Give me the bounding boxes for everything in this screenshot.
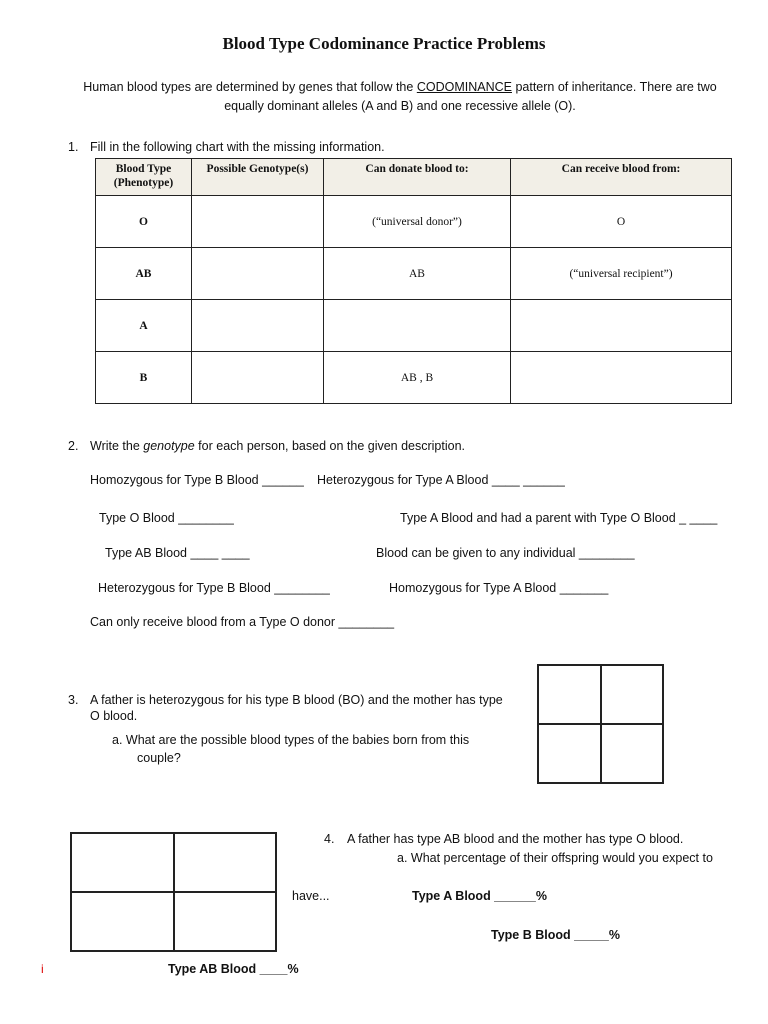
q3-sub-a-line2: couple? [137, 751, 181, 765]
q2-item-type-ab[interactable]: Type AB Blood ____ ____ [105, 546, 250, 560]
page-title: Blood Type Codominance Practice Problems [222, 34, 546, 53]
q2-item-receive-o-only[interactable]: Can only receive blood from a Type O donor ________ [90, 615, 395, 629]
genotype-cell[interactable] [192, 196, 324, 248]
q4-have: have... [292, 889, 330, 903]
punnett-cell[interactable] [538, 665, 601, 724]
margin-mark: i [41, 962, 44, 976]
q2-item-type-a-parent-o[interactable]: Type A Blood and had a parent with Type O Blood _ ____ [400, 511, 718, 525]
receive-cell[interactable]: O [511, 196, 732, 248]
q3-sub-a-line1: a. What are the possible blood types of the babies born from this [112, 733, 470, 747]
q4-sub-a: a. What percentage of their offspring would you expect to [397, 851, 713, 865]
genotype-cell[interactable] [192, 300, 324, 352]
genotype-cell[interactable] [192, 248, 324, 300]
q2-item-universal-donor[interactable]: Blood can be given to any individual ________ [376, 546, 635, 560]
punnett-cell[interactable] [71, 833, 174, 892]
q3-text-line1: A father is heterozygous for his type B blood (BO) and the mother has type [90, 693, 503, 707]
q2-item-homozygous-a[interactable]: Homozygous for Type A Blood _______ [389, 581, 609, 595]
genotype-cell[interactable] [192, 352, 324, 404]
q2-text-before: Write the [90, 439, 144, 453]
receive-cell[interactable] [511, 300, 732, 352]
punnett-cell[interactable] [601, 665, 664, 724]
phenotype-cell: O [96, 196, 192, 248]
table-row [96, 300, 732, 352]
q2-item-type-o[interactable]: Type O Blood ________ [99, 511, 234, 525]
q3-text-line2: O blood. [90, 709, 138, 723]
intro-text-after: pattern of inheritance. There are two equally dominant alleles (A and B) and one recessive allele (O). [224, 80, 717, 113]
q3-punnett-square [537, 664, 664, 784]
punnett-cell[interactable] [71, 892, 174, 951]
intro-paragraph [70, 78, 730, 116]
phenotype-cell: AB [96, 248, 192, 300]
table-row [96, 248, 732, 300]
q1-number: 1. [68, 140, 79, 154]
q2-number: 2. [68, 439, 79, 453]
q4-type-a-blank[interactable]: Type A Blood ______% [412, 889, 547, 903]
q2-item-heterozygous-a[interactable]: Heterozygous for Type A Blood ____ ______ [317, 473, 565, 487]
phenotype-cell: B [96, 352, 192, 404]
punnett-cell[interactable] [538, 724, 601, 783]
donate-cell[interactable]: AB , B [324, 352, 511, 404]
phenotype-cell: A [96, 300, 192, 352]
table-row [96, 352, 732, 404]
donate-cell[interactable] [324, 300, 511, 352]
q2-text [90, 439, 465, 453]
q4-type-ab-blank[interactable]: Type AB Blood ____% [168, 962, 299, 976]
receive-cell[interactable]: (“universal recipient”) [511, 248, 732, 300]
q4-text-line1: A father has type AB blood and the mother has type O blood. [347, 832, 684, 846]
blood-type-chart [95, 158, 732, 404]
receive-cell[interactable] [511, 352, 732, 404]
chart-header-receive: Can receive blood from: [511, 159, 732, 196]
q4-type-b-blank[interactable]: Type B Blood _____% [491, 928, 620, 942]
punnett-cell[interactable] [174, 892, 277, 951]
q4-punnett-square [70, 832, 277, 952]
q2-item-heterozygous-b[interactable]: Heterozygous for Type B Blood ________ [98, 581, 330, 595]
q3-number: 3. [68, 693, 79, 707]
q1-text: Fill in the following chart with the missing information. [90, 140, 385, 154]
chart-header-donate: Can donate blood to: [324, 159, 511, 196]
chart-header-genotype: Possible Genotype(s) [192, 159, 324, 196]
punnett-cell[interactable] [601, 724, 664, 783]
chart-header-phenotype: Blood Type (Phenotype) [96, 159, 192, 196]
intro-underlined-term: CODOMINANCE [416, 80, 512, 94]
chart-header-row [96, 159, 732, 196]
table-row [96, 196, 732, 248]
q2-text-emphasis: genotype [143, 439, 195, 453]
punnett-cell[interactable] [174, 833, 277, 892]
q4-number: 4. [324, 832, 335, 846]
q2-item-homozygous-b[interactable]: Homozygous for Type B Blood ______ [90, 473, 304, 487]
intro-text-before: Human blood types are determined by genes that follow the [83, 80, 417, 94]
q2-text-after: for each person, based on the given description. [194, 439, 466, 453]
donate-cell[interactable]: AB [324, 248, 511, 300]
donate-cell[interactable]: (“universal donor”) [324, 196, 511, 248]
